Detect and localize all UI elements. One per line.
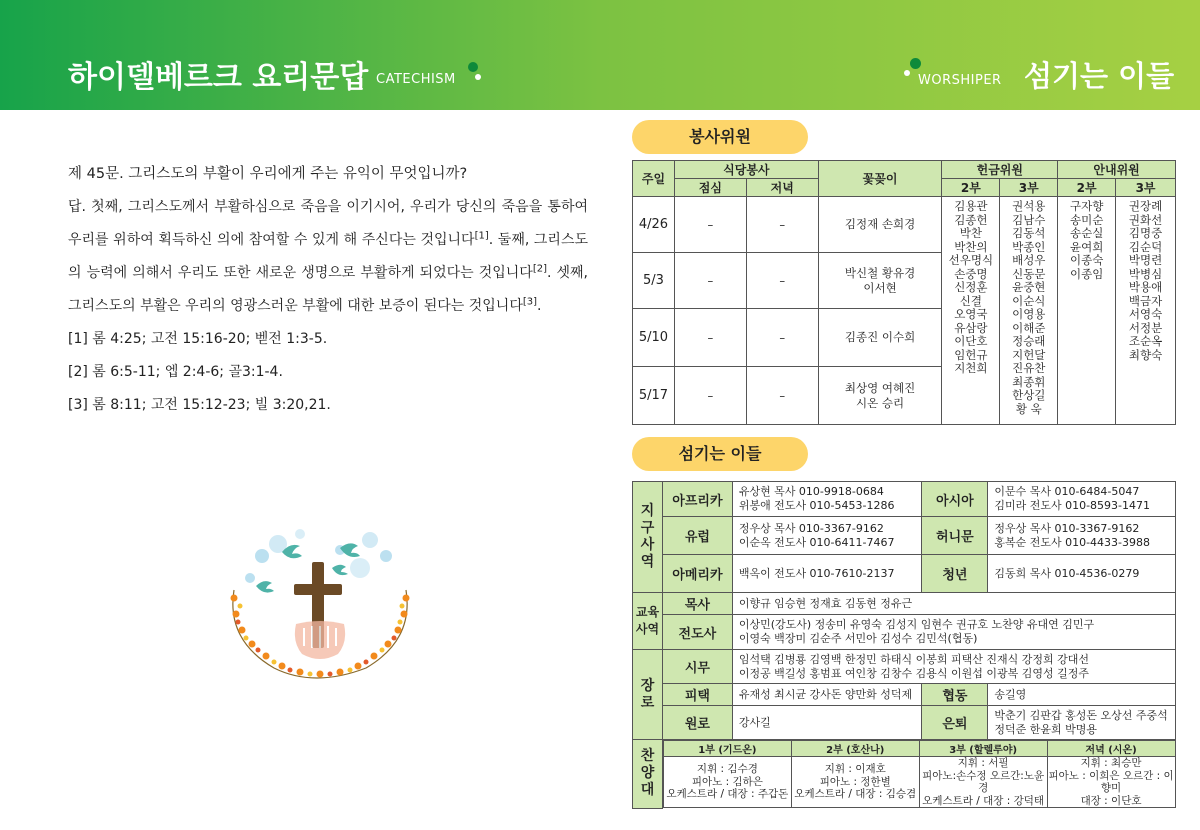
africa-contacts: 유상현 목사 010-9918-0684 위봉애 전도사 010-5453-1286 <box>732 482 922 517</box>
header-week: 주일 <box>633 161 675 197</box>
header-usher-2: 2부 <box>1058 179 1116 197</box>
row-date: 4/26 <box>633 197 675 253</box>
header-offering: 헌금위원 <box>942 161 1058 179</box>
row-dinner: – <box>746 367 818 425</box>
row-dinner: – <box>746 253 818 309</box>
choir-name: 저녁 (시온) <box>1047 741 1175 757</box>
retired-elder-names: 박춘기 김판갑 홍성돈 오상선 주중석 정덕준 한윤희 박명용 <box>988 706 1176 740</box>
offering-2-names: 김용관 김종헌 박찬 박찬의 선우명식 손중명 신정훈 신결 오영국 유삼랑 이단호 임헌규 지천희 <box>942 197 1000 425</box>
row-date: 5/17 <box>633 367 675 425</box>
header-offering-3: 3부 <box>1000 179 1058 197</box>
catechism-question: 제 45문. 그리스도의 부활이 우리에게 주는 유익이 무엇입니까? <box>68 166 468 182</box>
choir-info: 지휘 : 최승만 피아노 : 이희은 오르간 : 이향미 대장 : 이단호 <box>1048 757 1174 807</box>
volunteers-pill: 봉사위원 <box>632 120 808 154</box>
row-lunch: – <box>674 309 746 367</box>
regional-category: 지 구 사 역 <box>633 482 663 593</box>
row-lunch: – <box>674 253 746 309</box>
header-dinner: 저녁 <box>746 179 818 197</box>
elect-elder-label: 피택 <box>662 684 732 706</box>
choir-info: 지휘 : 서필 피아노:손수정 오르간:노윤경 오케스트라 / 대장 : 강덕태 <box>919 757 1047 808</box>
usher-2-names: 구자향 송미순 송순실 윤여희 이종숙 이종임 <box>1058 197 1116 425</box>
offering-3-names: 권석용 김남수 김동석 박종인 배성우 신동문 윤중현 이순식 이영용 이해준 정승래 지헌달 진유찬 최종휘 한상길 황 욱 <box>1000 197 1058 425</box>
elder-category: 장 로 <box>633 650 663 740</box>
coop-elder-label: 협동 <box>922 684 988 706</box>
green-dot-icon <box>468 62 478 72</box>
evangelist-names: 이상민(강도사) 정송미 유영숙 김성지 임현수 권규호 노찬양 유대연 김민구 이영숙 백장미 김순주 서민아 김성수 김민석(협동) <box>732 615 1175 650</box>
choir-table <box>663 740 1176 808</box>
europe-contacts: 정우상 목사 010-3367-9162 이순옥 전도사 010-6411-7467 <box>732 517 922 555</box>
green-dot-icon <box>910 58 921 69</box>
senior-elder-label: 원로 <box>662 706 732 740</box>
footnote-ref: [2] <box>532 263 547 275</box>
youth-label: 청년 <box>922 555 988 593</box>
row-flower: 최상영 여혜진 시온 승리 <box>818 367 942 425</box>
senior-elder-names: 강사길 <box>732 706 922 740</box>
hunimun-label: 허니문 <box>922 517 988 555</box>
worshiper-subtitle: WORSHIPER <box>918 73 1002 88</box>
page-header <box>0 0 1200 110</box>
active-elder-label: 시무 <box>662 650 732 684</box>
header-usher-3: 3부 <box>1116 179 1176 197</box>
reference-3: [3] 롬 8:11; 고전 15:12-23; 빌 3:20,21. <box>68 397 331 413</box>
white-dot-icon <box>475 74 481 80</box>
choir-info: 지휘 : 이재호 피아노 : 정한별 오케스트라 / 대장 : 김승겸 <box>791 757 919 808</box>
row-lunch: – <box>674 197 746 253</box>
pastor-label: 목사 <box>662 593 732 615</box>
catechism-title: 하이델베르크 요리문답 <box>68 60 369 95</box>
choir-category: 찬 양 대 <box>633 740 663 809</box>
retired-elder-label: 은퇴 <box>922 706 988 740</box>
row-lunch: – <box>674 367 746 425</box>
header-lunch: 점심 <box>674 179 746 197</box>
header-meal: 식당봉사 <box>674 161 818 179</box>
education-category: 교육 사역 <box>633 593 663 650</box>
usher-3-names: 권장례 권화선 김명중 김순덕 박명련 박병심 박용애 백금자 서영숙 서정분 조순옥 최향숙 <box>1116 197 1176 425</box>
pastor-names: 이향규 임승현 정재효 김동현 정유근 <box>732 593 1175 615</box>
row-date: 5/10 <box>633 309 675 367</box>
evangelist-label: 전도사 <box>662 615 732 650</box>
catechism-answer: 답. 첫째, 그리스도께서 부활하심으로 죽음을 이기시어, 우리가 당신의 죽음을 통하여 우리를 위하여 획득하신 의에 참여할 수 있게 해 주신다는 것입니다[1]. 둘째, 그리스도의 능력에 의해서 우리도 또한 새로운 생명으로 부활하게 되었다는 것입니다[2]. 셋째, 그리스도의 부활은 우리의 영광스러운 부활에 대한 보증이 된다는 것입니다[3]. <box>68 199 588 314</box>
servers-pill: 섬기는 이들 <box>632 437 808 471</box>
header-usher: 안내위원 <box>1058 161 1176 179</box>
white-dot-icon <box>904 70 910 76</box>
row-date: 5/3 <box>633 253 675 309</box>
catechism-subtitle: CATECHISM <box>376 72 456 87</box>
row-flower: 박신철 황유경 이서현 <box>818 253 942 309</box>
elect-elder-names: 유재성 최시균 강사돈 양만화 성덕제 <box>732 684 922 706</box>
footnote-ref: [1] <box>474 230 489 242</box>
africa-label: 아프리카 <box>662 482 732 517</box>
youth-contacts: 김동희 목사 010-4536-0279 <box>988 555 1176 593</box>
asia-label: 아시아 <box>922 482 988 517</box>
cross-doves-illustration <box>220 520 420 690</box>
reference-1: [1] 롬 4:25; 고전 15:16-20; 벧전 1:3-5. <box>68 331 328 347</box>
asia-contacts: 이문수 목사 010-6484-5047 김미라 전도사 010-8593-1471 <box>988 482 1176 517</box>
footnote-ref: [3] <box>522 296 538 308</box>
catechism-body <box>68 158 588 422</box>
coop-elder-names: 송길영 <box>988 684 1176 706</box>
choir-name: 1부 (기드온) <box>663 741 791 757</box>
reference-2: [2] 롬 6:5-11; 엡 2:4-6; 골3:1-4. <box>68 364 283 380</box>
active-elder-names: 임석택 김병룡 김영백 한정민 하태식 이봉희 피택산 진재식 강정희 강대선 이정공 백길성 홍범표 여인창 김창수 김용식 이원섭 이광복 김영성 길정주 <box>732 650 1175 684</box>
row-flower: 김정재 손희경 <box>818 197 942 253</box>
servers-table <box>632 481 1176 809</box>
header-flower: 꽃꽂이 <box>818 161 942 197</box>
hunimun-contacts: 정우상 목사 010-3367-9162 홍복순 전도사 010-4433-3988 <box>988 517 1176 555</box>
row-dinner: – <box>746 309 818 367</box>
choir-info: 지휘 : 김수경 피아노 : 김하은 오케스트라 / 대장 : 주갑돈 <box>663 757 791 808</box>
volunteers-table <box>632 160 1176 425</box>
row-flower: 김종진 이수희 <box>818 309 942 367</box>
worshiper-title: 섬기는 이들 <box>1024 59 1175 93</box>
row-dinner: – <box>746 197 818 253</box>
choir-name: 2부 (호산나) <box>791 741 919 757</box>
hands-icon <box>295 621 345 659</box>
header-offering-2: 2부 <box>942 179 1000 197</box>
america-contacts: 백옥이 전도사 010-7610-2137 <box>732 555 922 593</box>
europe-label: 유럽 <box>662 517 732 555</box>
choir-name: 3부 (할렐루야) <box>919 741 1047 757</box>
america-label: 아메리카 <box>662 555 732 593</box>
